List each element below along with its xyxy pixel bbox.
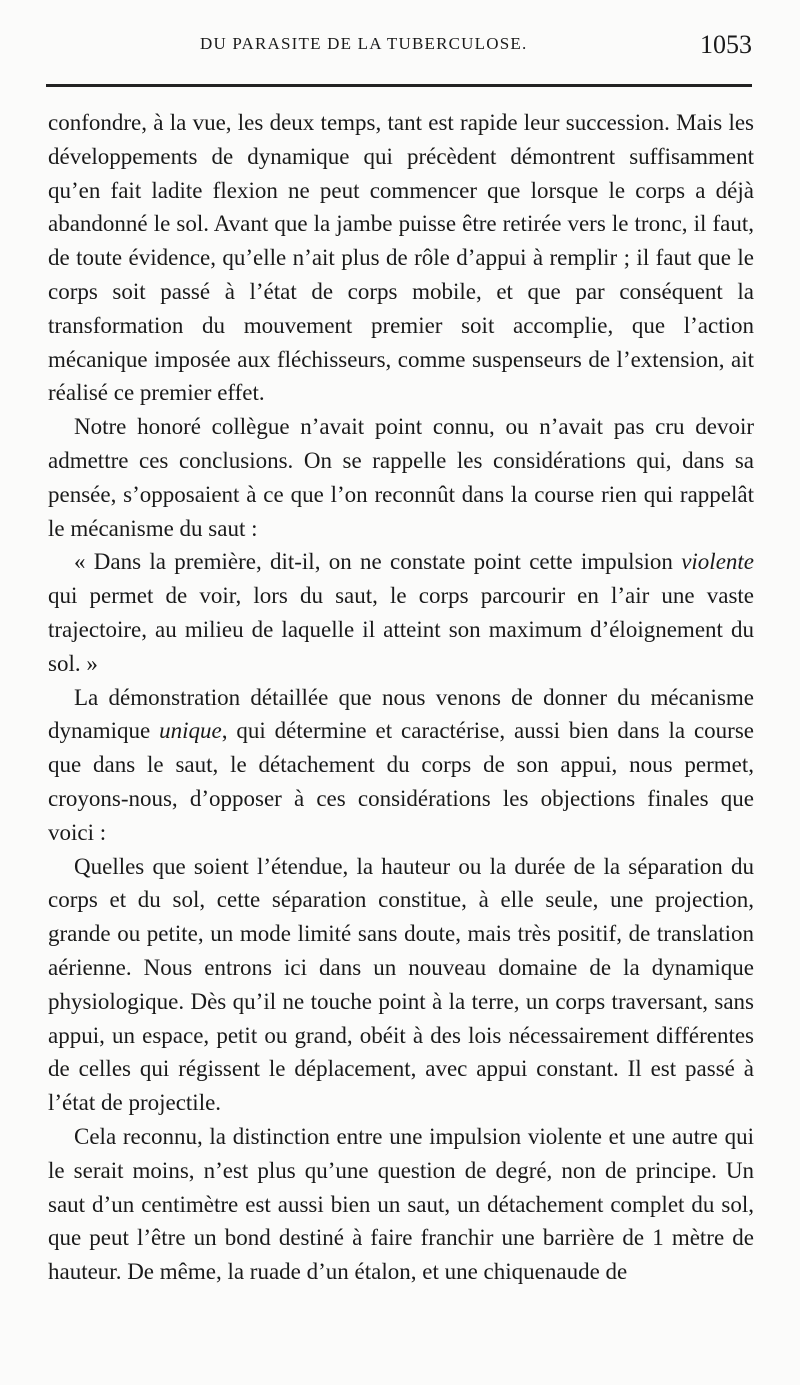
paragraph-1 (48, 106, 754, 410)
paragraph-4 (48, 681, 754, 850)
running-title: DU PARASITE DE LA TUBERCULOSE. (200, 34, 528, 53)
page-number: 1053 (700, 30, 752, 59)
running-header (200, 32, 752, 62)
paragraph-4-emphasis-unique: unique (159, 718, 222, 744)
paragraph-2 (48, 410, 754, 545)
paragraph-2-text: Notre honoré collègue n’avait point connu, ou n’avait pas cru devoir admettre ces conclusions. On se rappelle les considérations qui, dans sa pensée, s’opposaient à ce que l’on reconnût dans la course rien qui rappelât le mécanisme du saut : (48, 414, 754, 541)
paragraph-6-text: Cela reconnu, la distinction entre une impulsion violente et une autre qui le serait moins, n’est plus qu’une question de degré, non de principe. Un saut d’un centimètre est aussi bien un saut, un détachement complet du sol, que peut l’être un bond destiné à faire franchir une barrière de 1 mètre de hauteur. De même, la ruade d’un étalon, et une chiquenaude de (48, 1123, 754, 1285)
header-rule (46, 84, 752, 87)
quotation-emphasis-violente: violente (681, 549, 754, 575)
quotation-text-start: « Dans la première, dit-il, on ne constate point cette impulsion (74, 549, 682, 575)
quotation-text-end: qui permet de voir, lors du saut, le corps parcourir en l’air une vaste trajectoire, au milieu de laquelle il atteint son maximum d’éloignement du sol. » (48, 583, 754, 676)
paragraph-4-text-end: , qui détermine et caractérise, aussi bien dans la course que dans le saut, le détachement du corps de son appui, nous permet, croyons-nous, d’opposer à ces considérations les objections finales que voici : (48, 718, 754, 845)
body-text (48, 106, 754, 1289)
paragraph-4-text-start: La démonstration détaillée que nous venons de donner du mécanisme dynamique (48, 684, 754, 744)
paragraph-5-text: Quelles que soient l’étendue, la hauteur ou la durée de la séparation du corps et du sol, cette séparation constitue, à elle seule, une projection, grande ou petite, un mode limité sans doute, mais très positif, de translation aérienne. Nous entrons ici dans un nouveau domaine de la dynamique physiologique. Dès qu’il ne touche point à la terre, un corps traversant, sans appui, un espace, petit ou grand, obéit à des lois nécessairement différentes de celles qui régissent le déplacement, avec appui constant. Il est passé à l’état de projectile. (48, 853, 754, 1116)
paragraph-6 (48, 1120, 754, 1289)
quotation-paragraph (48, 545, 754, 680)
paragraph-5 (48, 850, 754, 1120)
paragraph-1-text: confondre, à la vue, les deux temps, tant est rapide leur succession. Mais les développements de dynamique qui précèdent démontrent suffisamment qu’en fait ladite flexion ne peut commencer que lorsque le corps a déjà abandonné le sol. Avant que la jambe puisse être retirée vers le tronc, il faut, de toute évidence, qu’elle n’ait plus de rôle d’appui à remplir ; il faut que le corps soit passé à l’état de corps mobile, et que par conséquent la transformation du mouvement premier soit accomplie, que l’action mécanique imposée aux fléchisseurs, comme suspenseurs de l’extension, ait réalisé ce premier effet. (48, 110, 754, 406)
